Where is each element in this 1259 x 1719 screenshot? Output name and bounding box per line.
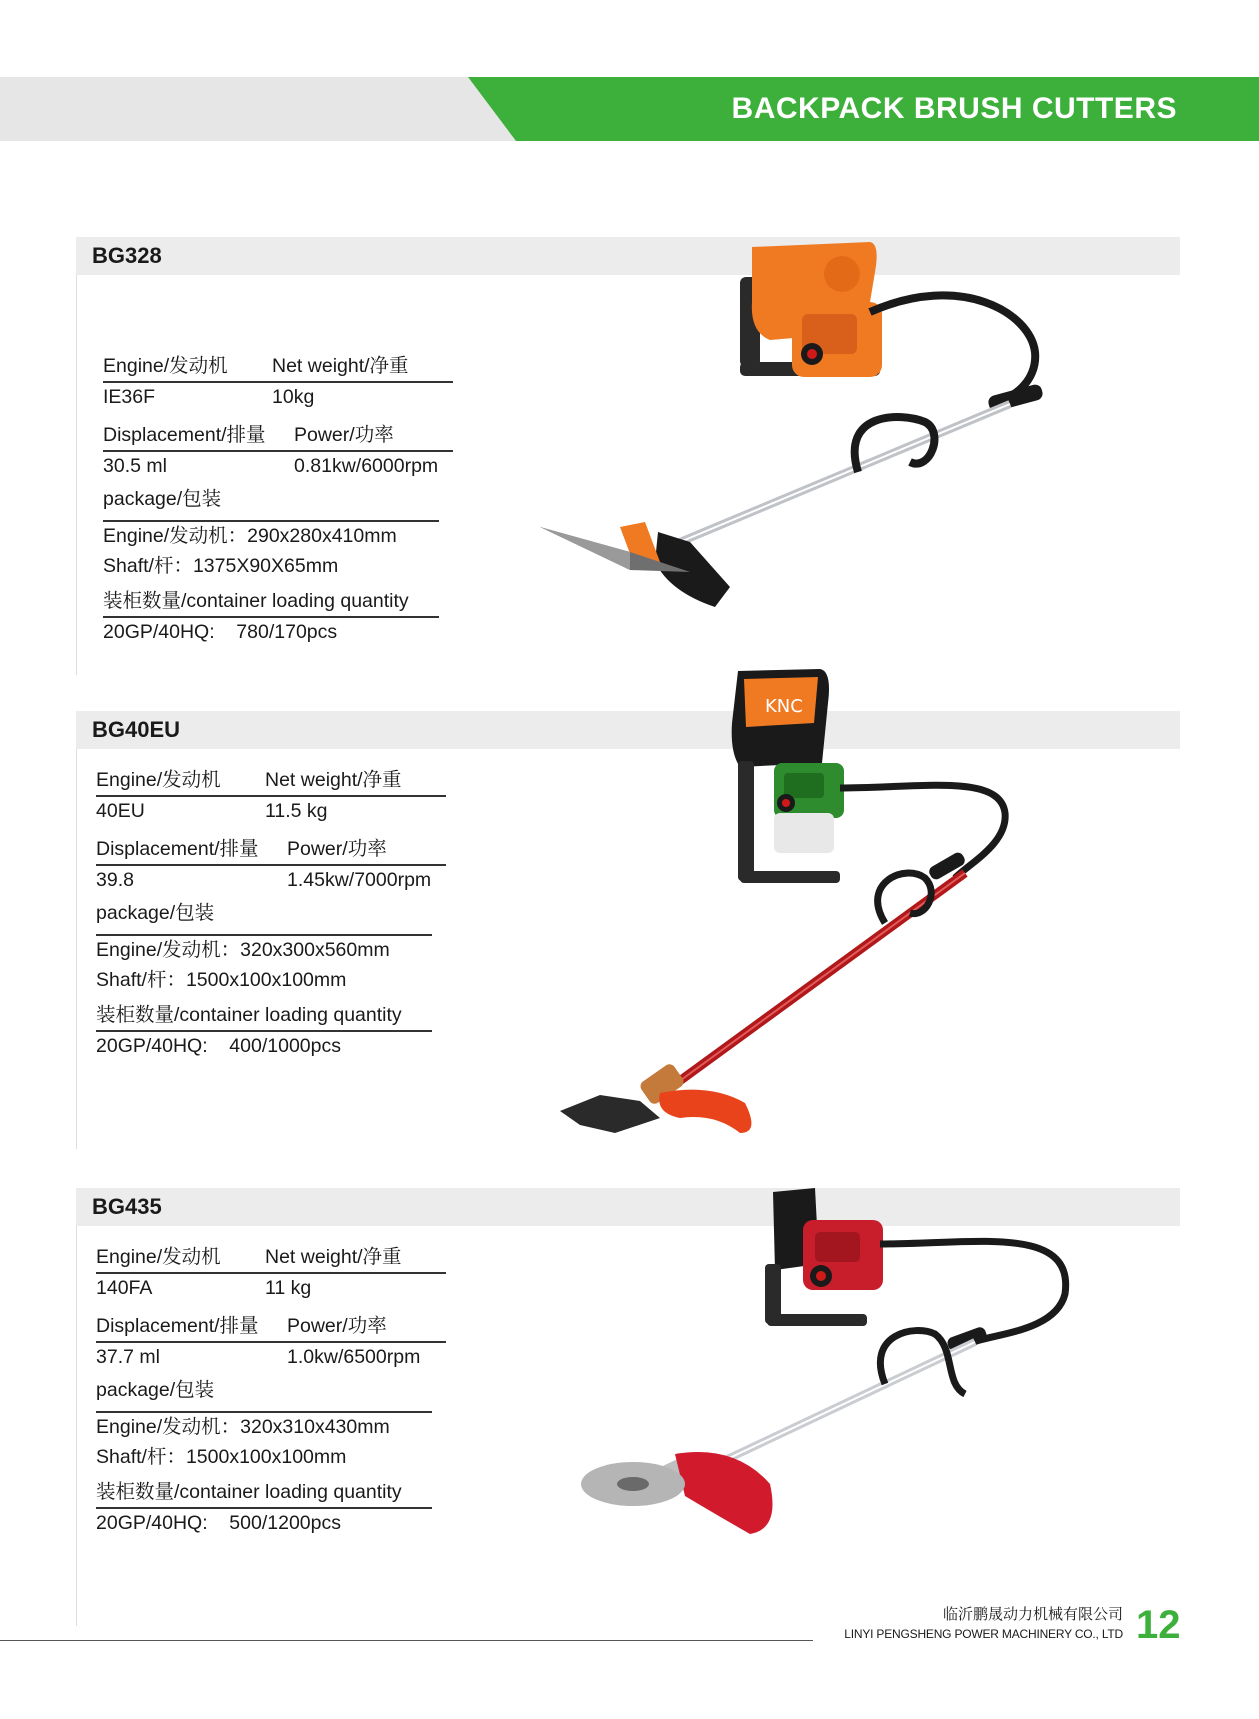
package-shaft: Shaft/杆：1500x100x100mm [96, 969, 347, 991]
container-label: 装柜数量/container loading quantity [103, 590, 409, 612]
brush-cutter-image [540, 232, 1080, 622]
spec-rule [96, 795, 446, 797]
spec-rule [103, 381, 453, 383]
displacement-label: Displacement/排量 [96, 838, 259, 860]
container-value: 20GP/40HQ: 400/1000pcs [96, 1035, 341, 1057]
engine-label: Engine/发动机 [96, 769, 221, 791]
weight-label: Net weight/净重 [272, 355, 409, 377]
company-name-cn: 临沂鹏晟动力机械有限公司 [942, 1606, 1123, 1623]
tank-logo: KNC [765, 696, 803, 717]
package-engine: Engine/发动机：320x310x430mm [96, 1416, 390, 1438]
product-bg435 [0, 1188, 1259, 1628]
engine-value: 40EU [96, 800, 145, 822]
container-label: 装柜数量/container loading quantity [96, 1004, 402, 1026]
package-engine: Engine/发动机：320x300x560mm [96, 939, 390, 961]
weight-value: 11.5 kg [265, 800, 328, 822]
spec-rule [96, 1507, 432, 1509]
spec-rule [96, 1030, 432, 1032]
spec-rule [96, 1341, 446, 1343]
container-label: 装柜数量/container loading quantity [96, 1481, 402, 1503]
weight-label: Net weight/净重 [265, 1246, 402, 1268]
package-label: package/包装 [103, 488, 222, 510]
model-name: BG328 [92, 243, 162, 268]
engine-label: Engine/发动机 [103, 355, 228, 377]
power-value: 1.0kw/6500rpm [287, 1346, 421, 1368]
package-shaft: Shaft/杆：1375X90X65mm [103, 555, 339, 577]
engine-label: Engine/发动机 [96, 1246, 221, 1268]
section-divider [76, 1226, 77, 1626]
spec-rule [96, 934, 432, 936]
displacement-label: Displacement/排量 [96, 1315, 259, 1337]
package-engine: Engine/发动机：290x280x410mm [103, 525, 397, 547]
power-label: Power/功率 [287, 838, 387, 860]
spec-rule [96, 1272, 446, 1274]
model-name: BG435 [92, 1194, 162, 1219]
container-value: 20GP/40HQ: 780/170pcs [103, 621, 338, 643]
weight-label: Net weight/净重 [265, 769, 402, 791]
package-shaft: Shaft/杆：1500x100x100mm [96, 1446, 347, 1468]
section-divider [76, 749, 77, 1149]
product-bg40eu [0, 696, 1259, 1151]
weight-value: 11 kg [265, 1277, 312, 1299]
company-name-en: LINYI PENGSHENG POWER MACHINERY CO., LTD [844, 1627, 1123, 1641]
page-title: BACKPACK BRUSH CUTTERS [731, 92, 1177, 125]
displacement-label: Displacement/排量 [103, 424, 266, 446]
page-number: 12 [1136, 1603, 1181, 1647]
brush-cutter-image [560, 663, 1040, 1133]
spec-rule [96, 1411, 432, 1413]
header-gray-band [0, 77, 520, 141]
displacement-value: 30.5 ml [103, 455, 167, 477]
brush-cutter-image [575, 1184, 1085, 1574]
package-label: package/包装 [96, 1379, 215, 1401]
engine-value: IE36F [103, 386, 156, 408]
spec-rule [103, 520, 439, 522]
package-label: package/包装 [96, 902, 215, 924]
spec-rule [96, 864, 446, 866]
engine-value: 140FA [96, 1277, 153, 1299]
container-value: 20GP/40HQ: 500/1200pcs [96, 1512, 341, 1534]
power-label: Power/功率 [287, 1315, 387, 1337]
power-value: 0.81kw/6000rpm [294, 455, 439, 477]
power-value: 1.45kw/7000rpm [287, 869, 432, 891]
displacement-value: 39.8 [96, 869, 134, 891]
power-label: Power/功率 [294, 424, 394, 446]
footer-rule [0, 1640, 813, 1641]
model-name: BG40EU [92, 717, 181, 742]
product-bg328 [0, 237, 1259, 677]
weight-value: 10kg [272, 386, 315, 408]
spec-rule [103, 616, 439, 618]
displacement-value: 37.7 ml [96, 1346, 160, 1368]
section-divider [76, 275, 77, 675]
spec-rule [103, 450, 453, 452]
